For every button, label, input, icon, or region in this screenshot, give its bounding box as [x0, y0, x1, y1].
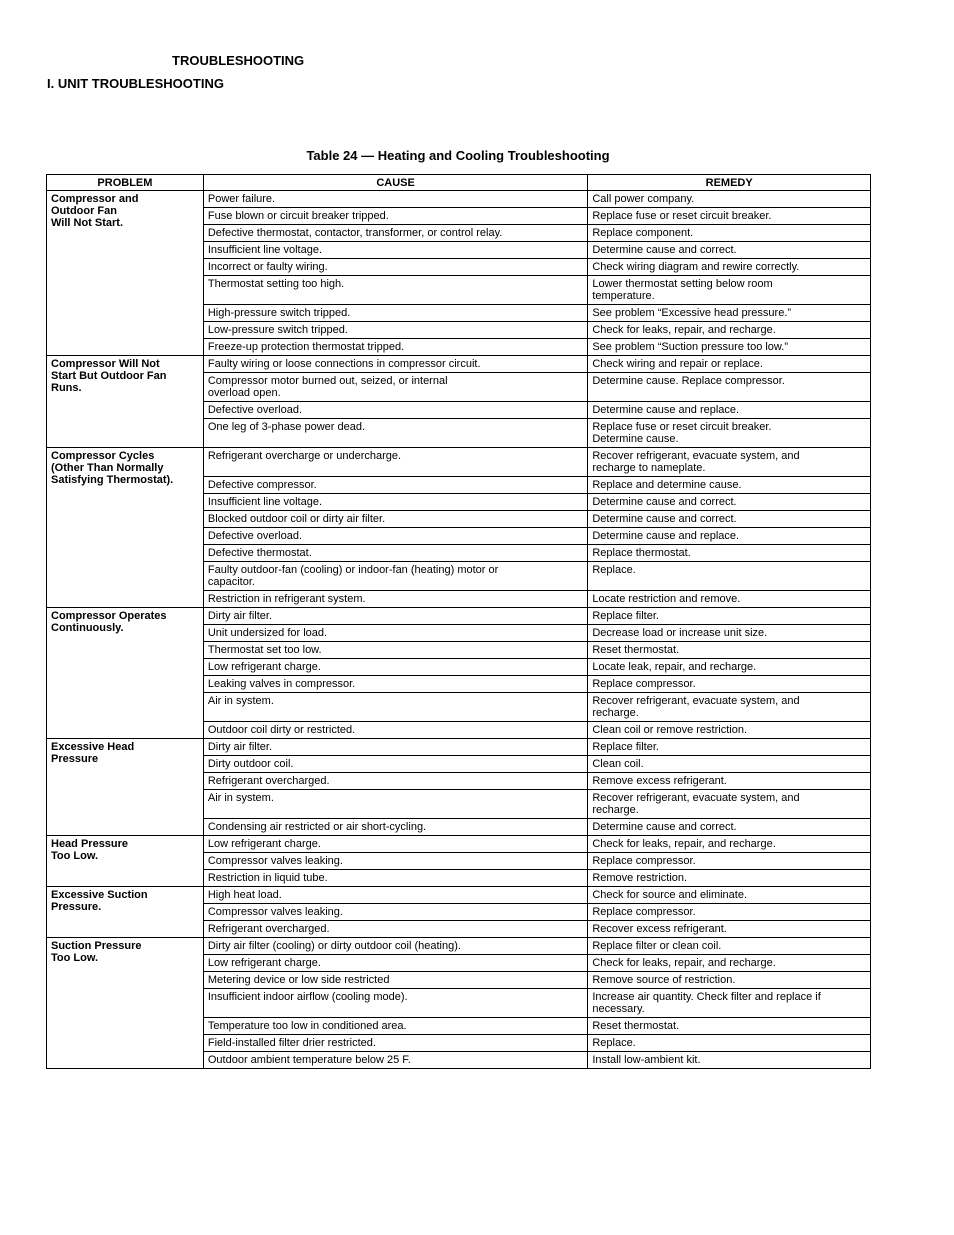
- remedy-cell: See problem “Excessive head pressure.”: [588, 305, 871, 322]
- remedy-cell: Determine cause and replace.: [588, 528, 871, 545]
- remedy-cell: Call power company.: [588, 191, 871, 208]
- problem-cell: Compressor and Outdoor Fan Will Not Start.: [47, 191, 204, 356]
- cause-cell: Unit undersized for load.: [203, 625, 587, 642]
- cause-cell: Temperature too low in conditioned area.: [203, 1018, 587, 1035]
- remedy-cell: Check for leaks, repair, and recharge.: [588, 836, 871, 853]
- remedy-cell: Determine cause and correct.: [588, 494, 871, 511]
- cause-cell: Dirty air filter (cooling) or dirty outdoor coil (heating).: [203, 938, 587, 955]
- cause-cell: Compressor valves leaking.: [203, 904, 587, 921]
- remedy-cell: Decrease load or increase unit size.: [588, 625, 871, 642]
- cause-cell: Refrigerant overcharged.: [203, 773, 587, 790]
- remedy-cell: Reset thermostat.: [588, 642, 871, 659]
- table-title: Table 24 — Heating and Cooling Troubleshooting: [306, 148, 610, 163]
- remedy-cell: Recover refrigerant, evacuate system, and recharge.: [588, 790, 871, 819]
- cause-cell: Low-pressure switch tripped.: [203, 322, 587, 339]
- cause-cell: Insufficient indoor airflow (cooling mode).: [203, 989, 587, 1018]
- cause-cell: One leg of 3-phase power dead.: [203, 419, 587, 448]
- remedy-cell: Remove restriction.: [588, 870, 871, 887]
- remedy-cell: Determine cause. Replace compressor.: [588, 373, 871, 402]
- section-heading: TROUBLESHOOTING: [172, 53, 305, 68]
- cause-cell: Faulty wiring or loose connections in compressor circuit.: [203, 356, 587, 373]
- cause-cell: Thermostat setting too high.: [203, 276, 587, 305]
- remedy-cell: Check for source and eliminate.: [588, 887, 871, 904]
- cause-cell: Air in system.: [203, 693, 587, 722]
- cause-cell: Refrigerant overcharge or undercharge.: [203, 448, 587, 477]
- column-header-cause: CAUSE: [203, 175, 587, 191]
- cause-cell: Dirty air filter.: [203, 608, 587, 625]
- cause-cell: Dirty outdoor coil.: [203, 756, 587, 773]
- cause-cell: Defective overload.: [203, 402, 587, 419]
- remedy-cell: Replace compressor.: [588, 853, 871, 870]
- cause-cell: Insufficient line voltage.: [203, 494, 587, 511]
- problem-cell: Suction Pressure Too Low.: [47, 938, 204, 1069]
- problem-cell: Compressor Operates Continuously.: [47, 608, 204, 739]
- remedy-cell: Reset thermostat.: [588, 1018, 871, 1035]
- cause-cell: Defective thermostat, contactor, transformer, or control relay.: [203, 225, 587, 242]
- table-row: [47, 448, 871, 477]
- table-header-row: [47, 175, 871, 191]
- remedy-cell: Install low-ambient kit.: [588, 1052, 871, 1069]
- remedy-cell: Replace compressor.: [588, 676, 871, 693]
- cause-cell: Faulty outdoor-fan (cooling) or indoor-fan (heating) motor or capacitor.: [203, 562, 587, 591]
- remedy-cell: Replace filter.: [588, 608, 871, 625]
- cause-cell: Air in system.: [203, 790, 587, 819]
- remedy-cell: Remove source of restriction.: [588, 972, 871, 989]
- problem-cell: Compressor Will Not Start But Outdoor Fan Runs.: [47, 356, 204, 448]
- subsection-heading: I. UNIT TROUBLESHOOTING: [47, 76, 224, 91]
- cause-cell: Compressor motor burned out, seized, or internal overload open.: [203, 373, 587, 402]
- remedy-cell: Determine cause and correct.: [588, 819, 871, 836]
- table-row: [47, 739, 871, 756]
- cause-cell: Restriction in refrigerant system.: [203, 591, 587, 608]
- cause-cell: Leaking valves in compressor.: [203, 676, 587, 693]
- remedy-cell: Recover refrigerant, evacuate system, and recharge to nameplate.: [588, 448, 871, 477]
- remedy-cell: Recover refrigerant, evacuate system, and recharge.: [588, 693, 871, 722]
- remedy-cell: Replace filter or clean coil.: [588, 938, 871, 955]
- remedy-cell: Clean coil or remove restriction.: [588, 722, 871, 739]
- table-row: [47, 887, 871, 904]
- table-row: [47, 608, 871, 625]
- remedy-cell: See problem “Suction pressure too low.”: [588, 339, 871, 356]
- cause-cell: Compressor valves leaking.: [203, 853, 587, 870]
- cause-cell: Outdoor ambient temperature below 25 F.: [203, 1052, 587, 1069]
- remedy-cell: Locate restriction and remove.: [588, 591, 871, 608]
- remedy-cell: Increase air quantity. Check filter and replace if necessary.: [588, 989, 871, 1018]
- problem-cell: Compressor Cycles (Other Than Normally Satisfying Thermostat).: [47, 448, 204, 608]
- table-body: [47, 191, 871, 1069]
- remedy-cell: Replace fuse or reset circuit breaker. Determine cause.: [588, 419, 871, 448]
- remedy-cell: Determine cause and correct.: [588, 242, 871, 259]
- cause-cell: High-pressure switch tripped.: [203, 305, 587, 322]
- remedy-cell: Replace and determine cause.: [588, 477, 871, 494]
- remedy-cell: Replace compressor.: [588, 904, 871, 921]
- table-row: [47, 356, 871, 373]
- remedy-cell: Replace thermostat.: [588, 545, 871, 562]
- remedy-cell: Clean coil.: [588, 756, 871, 773]
- remedy-cell: Replace.: [588, 562, 871, 591]
- cause-cell: Metering device or low side restricted: [203, 972, 587, 989]
- cause-cell: Defective overload.: [203, 528, 587, 545]
- cause-cell: Defective thermostat.: [203, 545, 587, 562]
- cause-cell: Insufficient line voltage.: [203, 242, 587, 259]
- column-header-problem: PROBLEM: [47, 175, 204, 191]
- cause-cell: Thermostat set too low.: [203, 642, 587, 659]
- remedy-cell: Check for leaks, repair, and recharge.: [588, 955, 871, 972]
- remedy-cell: Check wiring diagram and rewire correctly.: [588, 259, 871, 276]
- remedy-cell: Determine cause and replace.: [588, 402, 871, 419]
- cause-cell: Fuse blown or circuit breaker tripped.: [203, 208, 587, 225]
- problem-cell: Excessive Head Pressure: [47, 739, 204, 836]
- cause-cell: Low refrigerant charge.: [203, 836, 587, 853]
- cause-cell: Defective compressor.: [203, 477, 587, 494]
- cause-cell: Blocked outdoor coil or dirty air filter.: [203, 511, 587, 528]
- cause-cell: Low refrigerant charge.: [203, 659, 587, 676]
- cause-cell: Condensing air restricted or air short-cycling.: [203, 819, 587, 836]
- cause-cell: Dirty air filter.: [203, 739, 587, 756]
- remedy-cell: Lower thermostat setting below room temperature.: [588, 276, 871, 305]
- cause-cell: Refrigerant overcharged.: [203, 921, 587, 938]
- remedy-cell: Check for leaks, repair, and recharge.: [588, 322, 871, 339]
- cause-cell: Incorrect or faulty wiring.: [203, 259, 587, 276]
- remedy-cell: Remove excess refrigerant.: [588, 773, 871, 790]
- troubleshooting-table: [46, 174, 871, 1069]
- cause-cell: Field-installed filter drier restricted.: [203, 1035, 587, 1052]
- cause-cell: High heat load.: [203, 887, 587, 904]
- table-row: [47, 836, 871, 853]
- remedy-cell: Replace component.: [588, 225, 871, 242]
- remedy-cell: Replace fuse or reset circuit breaker.: [588, 208, 871, 225]
- remedy-cell: Locate leak, repair, and recharge.: [588, 659, 871, 676]
- remedy-cell: Recover excess refrigerant.: [588, 921, 871, 938]
- cause-cell: Restriction in liquid tube.: [203, 870, 587, 887]
- problem-cell: Head Pressure Too Low.: [47, 836, 204, 887]
- remedy-cell: Replace.: [588, 1035, 871, 1052]
- cause-cell: Low refrigerant charge.: [203, 955, 587, 972]
- remedy-cell: Replace filter.: [588, 739, 871, 756]
- column-header-remedy: REMEDY: [588, 175, 871, 191]
- cause-cell: Freeze-up protection thermostat tripped.: [203, 339, 587, 356]
- remedy-cell: Determine cause and correct.: [588, 511, 871, 528]
- problem-cell: Excessive Suction Pressure.: [47, 887, 204, 938]
- cause-cell: Power failure.: [203, 191, 587, 208]
- remedy-cell: Check wiring and repair or replace.: [588, 356, 871, 373]
- cause-cell: Outdoor coil dirty or restricted.: [203, 722, 587, 739]
- table-row: [47, 191, 871, 208]
- table-row: [47, 938, 871, 955]
